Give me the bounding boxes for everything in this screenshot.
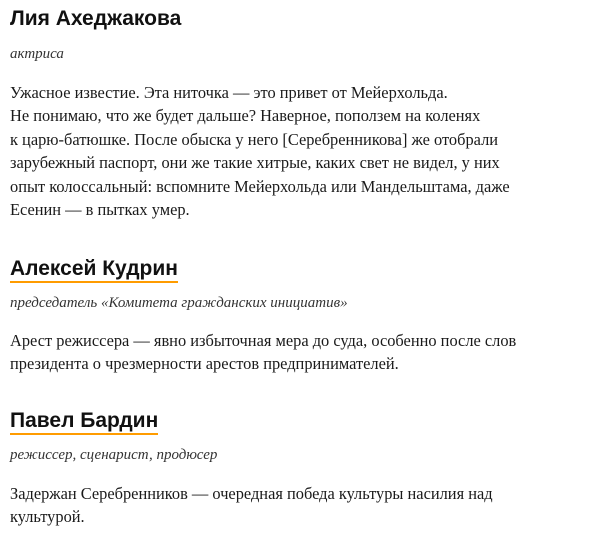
quote-line: Арест режиссера — явно избыточная мера до суда, особенно после слов bbox=[10, 331, 517, 350]
person-name[interactable] bbox=[10, 408, 595, 434]
person-role: актриса bbox=[10, 46, 64, 62]
quote-line: зарубежный паспорт, они же такие хитрые, каких свет не видел, у них bbox=[10, 153, 500, 173]
quote-line: Задержан Серебренников — очередная победа культуры насилия над bbox=[10, 484, 493, 503]
person-name-link[interactable]: Алексей Кудрин bbox=[10, 257, 178, 283]
quote-line: Есенин — в пытках умер. bbox=[10, 200, 190, 220]
quote-line: к царю-батюшке. После обыска у него [Серебренникова] же отобрали bbox=[10, 129, 499, 149]
quote-line: Ужасное известие. Эта ниточка — это привет от Мейерхольда. bbox=[10, 83, 448, 102]
quote-entry bbox=[10, 256, 595, 376]
quote-line: президента о чрезмерности арестов предпринимателей. bbox=[10, 354, 399, 374]
person-role: председатель «Комитета гражданских инициатив» bbox=[10, 295, 348, 311]
quote-text bbox=[10, 81, 595, 221]
quote-entry bbox=[10, 6, 595, 221]
person-name-link[interactable]: Павел Бардин bbox=[10, 409, 158, 435]
quote-line: Не понимаю, что же будет дальше? Наверное, поползем на коленях bbox=[10, 106, 481, 126]
person-name[interactable]: Лия Ахеджакова bbox=[10, 7, 182, 30]
quote-line: культурой. bbox=[10, 507, 85, 527]
quote-entry bbox=[10, 408, 595, 529]
quote-text bbox=[10, 329, 595, 376]
quote-text bbox=[10, 482, 595, 529]
person-role: режиссер, сценарист, продюсер bbox=[10, 447, 218, 463]
quote-line: опыт колоссальный: вспомните Мейерхольда или Мандельштама, даже bbox=[10, 176, 510, 196]
person-name[interactable] bbox=[10, 256, 595, 282]
